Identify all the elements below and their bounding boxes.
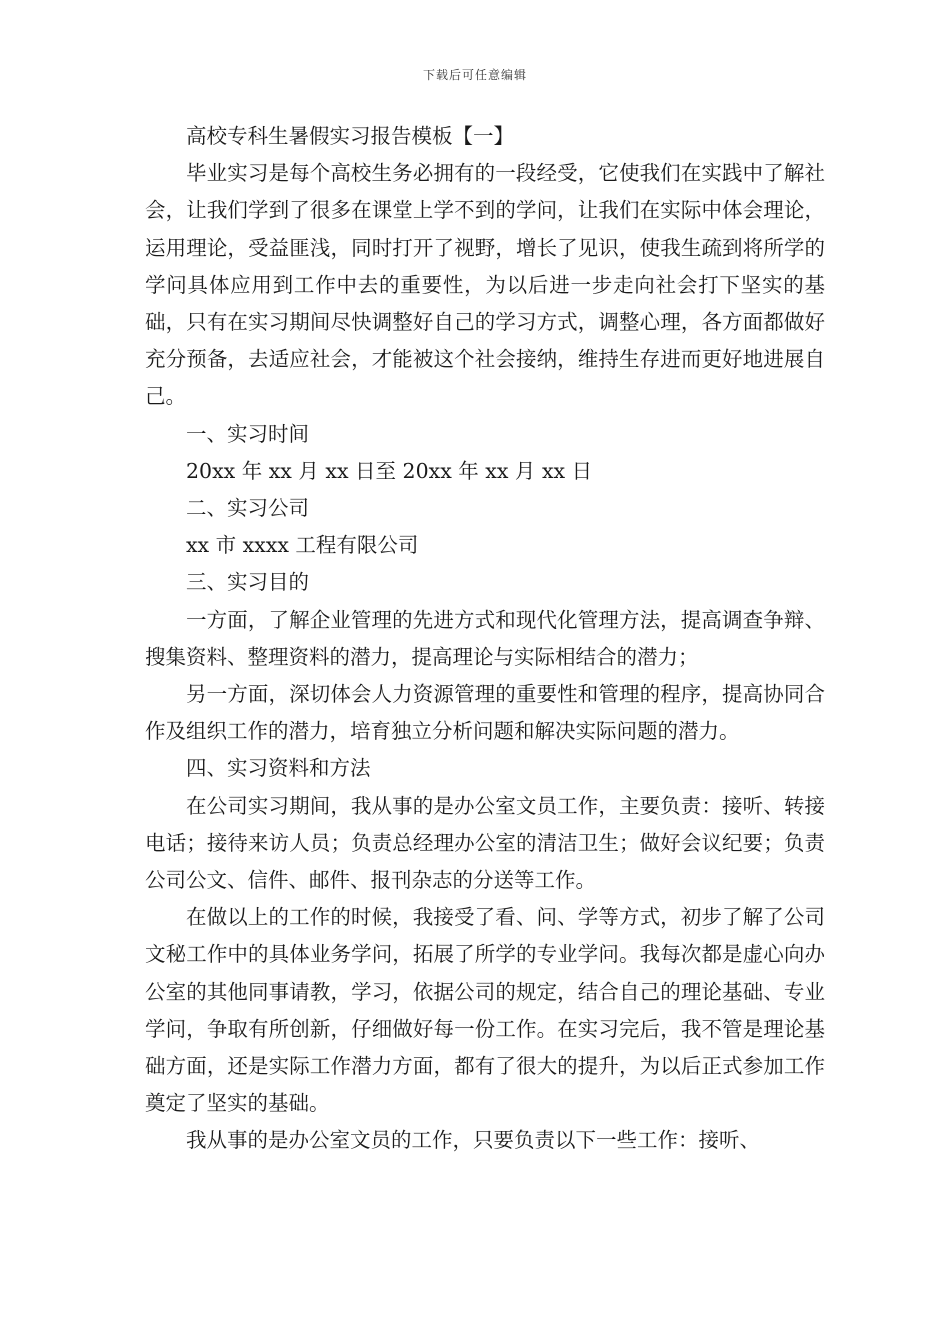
company-name: xx 市 xxxx 工程有限公司 <box>186 533 419 558</box>
paragraph-duties-continued: 我从事的是办公室文员的工作，只要负责以下一些工作：接听、 <box>186 1128 760 1153</box>
document-title: 高校专科生暑假实习报告模板【一】 <box>186 124 514 148</box>
paragraph-learning: 在做以上的工作的时候，我接受了看、问、学等方式，初步了解了公司文秘工作中的具体业务学问，拓展了所学的专业学问。我每次都是虚心向办公室的其他同事请教，学习，依据公司的规定，结合自己的理论基础、专业学问，争取有所创新，仔细做好每一份工作。在实习完后，我不管是理论基础方面，还是实际工作潜力方面，都有了很大的提升，为以后正式参加工作奠定了坚实的基础。 <box>145 905 825 1116</box>
section-heading-content-method: 四、实习资料和方法 <box>186 756 371 781</box>
document-body <box>145 118 825 1160</box>
paragraph-purpose-1: 一方面，了解企业管理的先进方式和现代化管理方法，提高调查争辩、搜集资料、整理资料的潜力，提高理论与实际相结合的潜力； <box>145 607 825 669</box>
section-heading-purpose: 三、实习目的 <box>186 570 309 595</box>
paragraph-intro: 毕业实习是每个高校生务必拥有的一段经受，它使我们在实践中了解社会，让我们学到了很多在课堂上学不到的学问，让我们在实际中体会理论，运用理论，受益匪浅，同时打开了视野，增长了见识，使我生疏到将所学的学问具体应用到工作中去的重要性，为以后进一步走向社会打下坚实的基础，只有在实习期间尽快调整好自己的学习方式，调整心理，各方面都做好充分预备，去适应社会，才能被这个社会接纳，维持生存进而更好地进展自己。 <box>145 161 825 409</box>
paragraph-purpose-2: 另一方面，深切体会人力资源管理的重要性和管理的程序，提高协同合作及组织工作的潜力，培育独立分析问题和解决实际问题的潜力。 <box>145 682 825 744</box>
page-header-note: 下载后可任意编辑 <box>422 68 527 82</box>
internship-dates: 20xx 年 xx 月 xx 日至 20xx 年 xx 月 xx 日 <box>186 458 593 483</box>
paragraph-duties: 在公司实习期间，我从事的是办公室文员工作，主要负责：接听、转接电话；接待来访人员；负责总经理办公室的清洁卫生；做好会议纪要；负责公司公文、信件、邮件、报刊杂志的分送等工作。 <box>145 793 825 893</box>
section-heading-time: 一、实习时间 <box>186 421 309 446</box>
section-heading-company: 二、实习公司 <box>186 496 309 521</box>
